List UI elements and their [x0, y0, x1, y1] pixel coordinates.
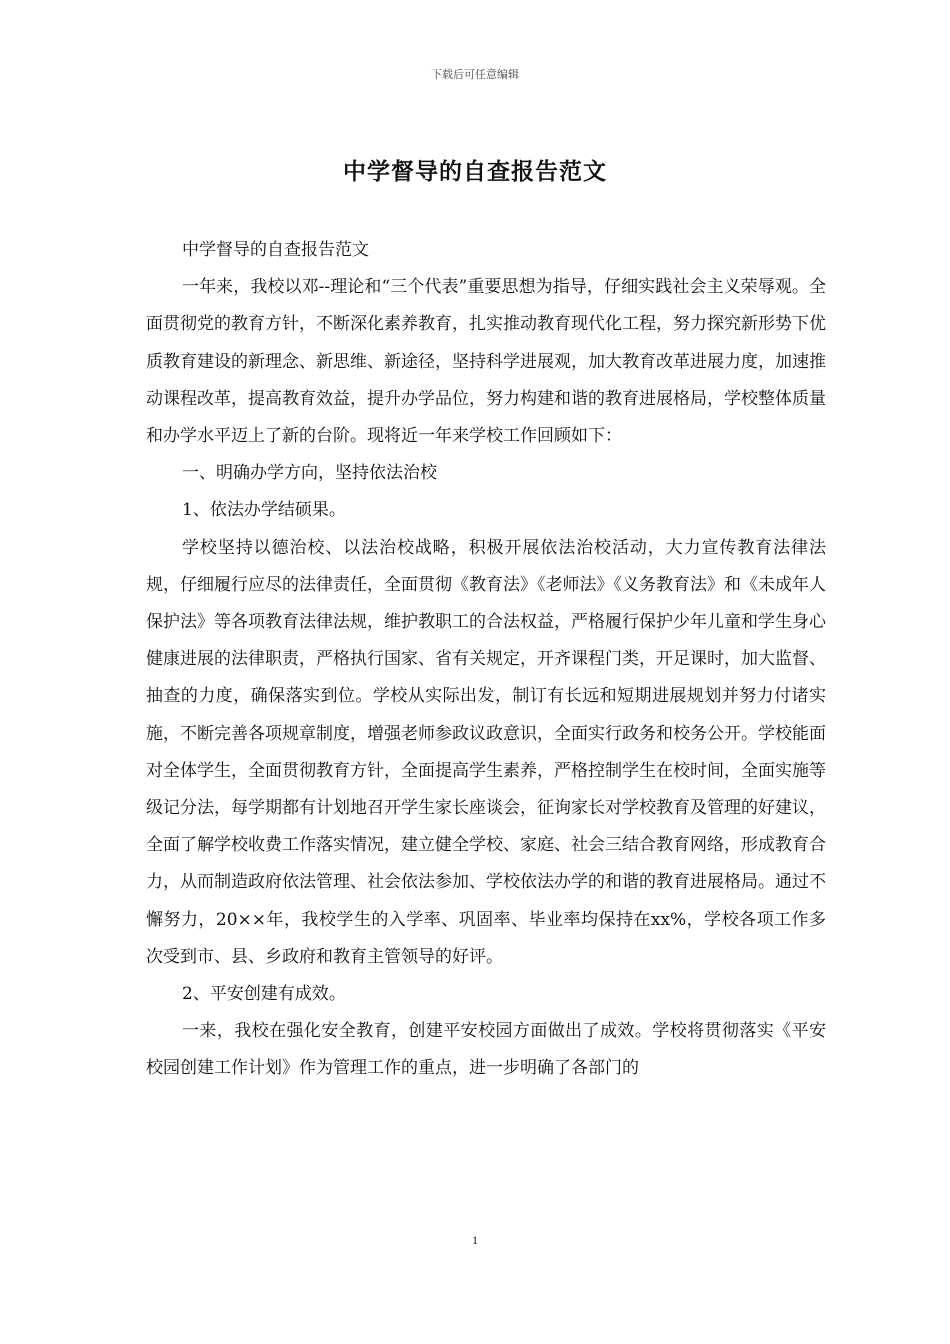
paragraph-intro: 一年来，我校以邓--理论和“三个代表”重要思想为指导，仔细实践社会主义荣辱观。全面贯彻党的教育方针，不断深化素养教育，扎实推动教育现代化工程，努力探究新形势下优质教育建设的新理念、新思维、新途径，坚持科学进展观，加大教育改革进展力度，加速推动课程改革，提高教育效益，提升办学品位，努力构建和谐的教育进展格局，学校整体质量和办学水平迈上了新的台阶。现将近一年来学校工作回顾如下： [146, 277, 826, 447]
document-body [146, 232, 826, 1088]
paragraph-subtitle: 中学督导的自查报告范文 [182, 240, 369, 260]
page-number: 1 [472, 1233, 478, 1247]
paragraph-law: 学校坚持以德治校、以法治校战略，积极开展依法治校活动，大力宣传教育法律法规，仔细履行应尽的法律责任，全面贯彻《教育法》《老师法》《义务教育法》和《未成年人保护法》等各项教育法律法规，维护教职工的合法权益，严格履行保护少年儿童和学生身心健康进展的法律职责，严格执行国家、省有关规定，开齐课程门类，开足课时，加大监督、抽查的力度，确保落实到位。学校从实际出发，制订有长远和短期进展规划并努力付诸实施，不断完善各项规章制度，增强老师参政议政意识，全面实行政务和校务公开。学校能面对全体学生，全面贯彻教育方针，全面提高学生素养，严格控制学生在校时间，全面实施等级记分法，每学期都有计划地召开学生家长座谈会，征询家长对学校教育及管理的好建议，全面了解学校收费工作落实情况，建立健全学校、家庭、社会三结合教育网络，形成教育合力，从而制造政府依法管理、社会依法参加、学校依法办学的和谐的教育进展格局。通过不懈努力，20××年，我校学生的入学率、巩固率、毕业率均保持在xx%，学校各项工作多次受到市、县、乡政府和教育主管领导的好评。 [146, 537, 826, 967]
header-note: 下载后可任意编辑 [431, 68, 519, 81]
document-title: 中学督导的自查报告范文 [343, 159, 607, 185]
subsection-heading-1: 1、依法办学结硕果。 [182, 500, 346, 521]
section-heading-1: 一、明确办学方向，坚持依法治校 [182, 463, 437, 484]
paragraph-safety: 一来，我校在强化安全教育，创建平安校园方面做出了成效。学校将贯彻落实《平安校园创建工作计划》作为管理工作的重点，进一步明确了各部门的 [146, 1021, 826, 1079]
subsection-heading-2: 2、平安创建有成效。 [182, 984, 346, 1005]
